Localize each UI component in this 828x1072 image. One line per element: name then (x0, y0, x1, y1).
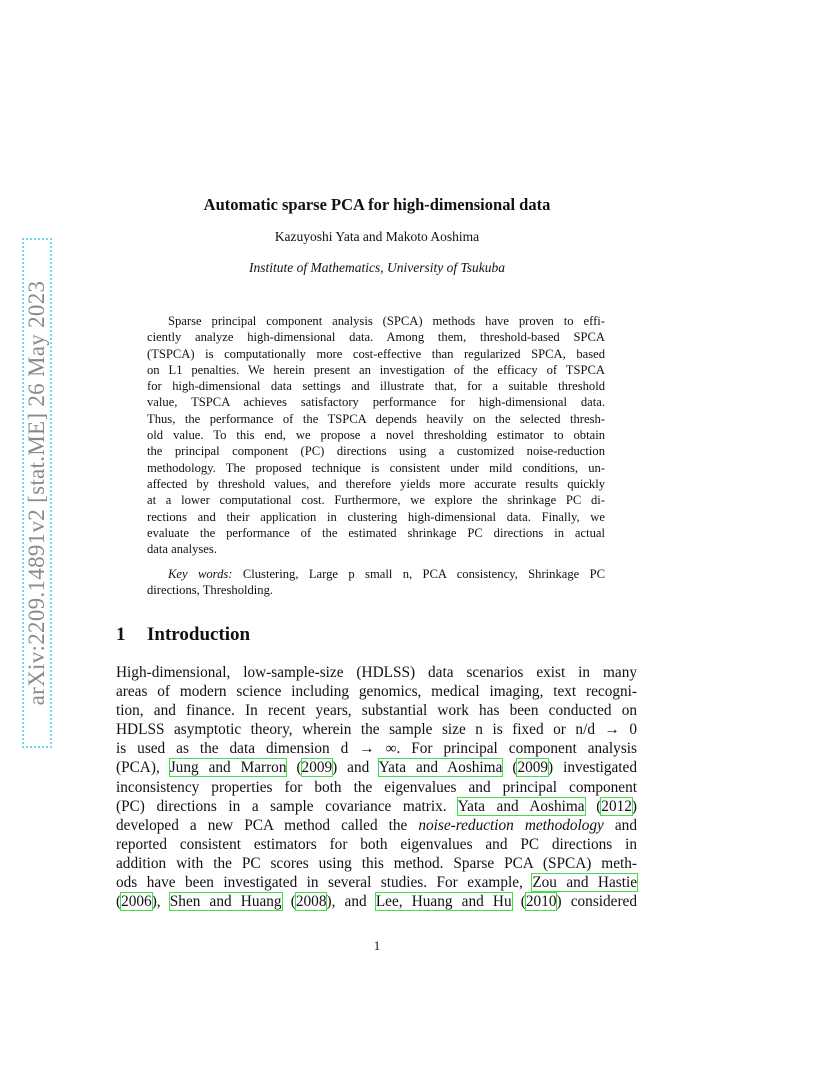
intro-text: (PCA), (116, 759, 160, 777)
intro-text: (PC) directions in a sample covariance matrix. (116, 797, 447, 815)
citation-year-link[interactable]: 2009 (301, 759, 333, 777)
abstract-line: affected by threshold values, and therefore yields more accurate results quickly (147, 476, 605, 491)
abstract-line: at a lower computational cost. Furthermore, we explore the shrinkage PC di- (147, 493, 605, 508)
paper-authors: Kazuyoshi Yata and Makoto Aoshima (274, 229, 480, 244)
abstract-line: rections and their application in clustering high-dimensional data. Finally, we (147, 509, 605, 524)
intro-line: reported consistent estimators for both eigenvalues and PC directions in (116, 835, 637, 853)
keywords-line: directions, Thresholding. (147, 583, 274, 598)
intro-text: ( (512, 759, 518, 777)
intro-text: ) and (332, 759, 370, 777)
abstract-line: data analyses. (147, 542, 217, 557)
intro-text: ods have been investigated in several studies. For example, (116, 874, 523, 892)
intro-line (116, 892, 637, 911)
abstract (147, 313, 605, 557)
intro-line (116, 758, 637, 777)
section-title: Introduction (147, 624, 251, 645)
abstract-line: evaluate the performance of the estimated shrinkage PC directions in actual (147, 525, 605, 540)
intro-text: ), and (326, 893, 367, 911)
paper-title: Automatic sparse PCA for high-dimensional data (203, 195, 551, 214)
arxiv-identifier-text: arXiv:2209.14891v2 [stat.ME] 26 May 2023 (24, 280, 49, 706)
abstract-line: the principal component (PC) directions using a customized noise-reduction (147, 444, 605, 459)
intro-text: ) investigated (548, 759, 637, 777)
intro-line (116, 797, 637, 816)
section-number: 1 (116, 624, 126, 645)
abstract-line: ciently analyze high-dimensional data. Among them, threshold-based SPCA (147, 330, 605, 345)
citation-link[interactable]: Jung and Marron (169, 759, 287, 777)
keywords-text: Clustering, Large p small n, PCA consistency, Shrinkage PC (242, 567, 605, 581)
author-affiliation: Institute of Mathematics, University of Tsukuba (249, 260, 505, 275)
citation-year-link[interactable]: 2008 (295, 893, 327, 911)
intro-line: is used as the data dimension d → ∞. For principal component analysis (116, 740, 637, 758)
intro-text: and (614, 816, 637, 834)
intro-line (116, 873, 637, 892)
intro-emphasis: noise-reduction methodology (418, 816, 604, 834)
abstract-line: value, TSPCA achieves satisfactory performance for high-dimensional data. (147, 395, 605, 410)
intro-line: addition with the PC scores using this method. Sparse PCA (SPCA) meth- (116, 854, 637, 872)
keywords-line (147, 566, 605, 582)
citation-year-link[interactable]: 2009 (517, 759, 549, 777)
intro-text: ( (296, 759, 302, 777)
citation-year-link[interactable]: 2010 (525, 893, 557, 911)
introduction-body (116, 663, 637, 911)
intro-text: ( (290, 893, 296, 911)
keywords-label: Key words: (168, 567, 233, 581)
abstract-line: on L1 penalties. We herein present an investigation of the efficacy of TSPCA (147, 362, 605, 377)
arxiv-identifier-stamp[interactable] (22, 238, 52, 748)
abstract-line: (TSPCA) is computationally more cost-effective than regularized SPCA, based (147, 346, 605, 361)
citation-link[interactable]: Zou and Hastie (532, 874, 637, 892)
intro-text: ( (520, 893, 526, 911)
keywords (147, 566, 605, 599)
abstract-line: old value. To this end, we propose a novel thresholding estimator to obtain (147, 428, 605, 443)
citation-year-link[interactable]: 2006 (121, 893, 152, 911)
intro-line (116, 816, 637, 835)
abstract-line: Sparse principal component analysis (SPCA) methods have proven to effi- (168, 314, 605, 328)
citation-link[interactable]: Yata and Aoshima (457, 797, 585, 815)
citation-link[interactable]: Shen and Huang (169, 893, 282, 911)
abstract-line: Thus, the performance of the TSPCA depends heavily on the selected thresh- (147, 411, 605, 426)
intro-line: inconsistency properties for both the eigenvalues and principal component (116, 778, 637, 796)
intro-text: ) (631, 797, 637, 815)
citation-year-link[interactable]: 2012 (601, 797, 632, 815)
citation-link[interactable]: Lee, Huang and Hu (375, 893, 512, 911)
abstract-line: for high-dimensional data settings and illustrate that, for a suitable threshold (147, 379, 605, 394)
abstract-line: methodology. The proposed technique is consistent under mild conditions, un- (147, 460, 605, 475)
intro-line: High-dimensional, low-sample-size (HDLSS) data scenarios exist in many (116, 664, 637, 681)
intro-line: tion, and finance. In recent years, substantial work has been conducted on (116, 702, 637, 720)
section-heading (116, 624, 250, 646)
intro-line: areas of modern science including genomics, medical imaging, text recogni- (116, 683, 637, 701)
intro-text: ( (596, 797, 602, 815)
intro-text: developed a new PCA method called the (116, 816, 408, 834)
intro-text: ( (116, 893, 122, 911)
intro-text: ) considered (556, 893, 637, 911)
citation-link[interactable]: Yata and Aoshima (378, 759, 503, 777)
intro-text: ), (151, 893, 161, 911)
intro-line: HDLSS asymptotic theory, wherein the sample size n is fixed or n/d → 0 (116, 721, 637, 739)
page-number: 1 (373, 938, 381, 953)
